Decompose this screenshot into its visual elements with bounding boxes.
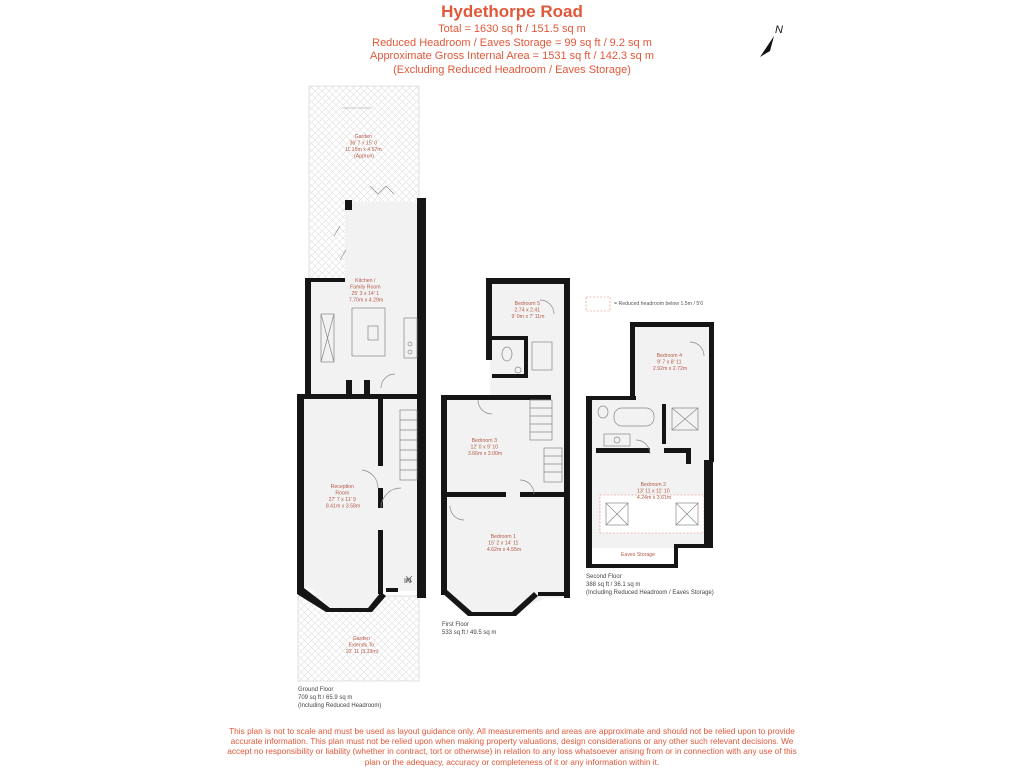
first-floor-plan [441,278,570,636]
reception-name: Reception [330,484,354,490]
bedroom4-imperial: 9' 7 x 8' 11 [657,359,682,366]
ground-floor-name: Ground Floor [298,687,334,693]
bedroom2-name: Bedroom 2 [640,482,666,488]
kitchen-name: Kitchen / [355,278,376,284]
second-floor-plan [586,297,714,596]
first-floor-area: 533 sq ft / 49.5 sq m [442,630,497,636]
bedroom4-label [653,353,687,372]
kitchen-imperial: 25' 3 x 14' 1 [351,291,380,297]
reception-label [326,484,360,510]
rear-garden-metric: 11.15m x 4.57m [344,147,382,153]
bedroom1-label [487,534,521,553]
compass-label: N [775,24,783,36]
bedroom5-label [511,301,544,320]
bedroom5-metric: 2.74 x 2.41 [514,307,541,314]
bedroom3-imperial: 12' 0 x 9' 10 [470,444,499,451]
bedroom3-metric: 3.66m x 3.00m [467,451,503,457]
bedroom2-imperial: 13' 11 x 11' 10 [636,488,670,495]
reduced-headroom-legend: = Reduced headroom below 1.5m / 5'0 [614,301,704,307]
entrance-label: IN [404,578,411,585]
bedroom1-name: Bedroom 1 [490,534,516,540]
bedroom1-imperial: 15' 2 x 14' 11 [488,540,519,547]
summary-gross-internal: Approximate Gross Internal Area = 1531 sq ft / 142.3 sq m [369,50,654,62]
ground-floor-plan [297,86,426,709]
bedroom4-metric: 2.92m x 2.72m [652,366,688,372]
summary-total: Total = 1630 sq ft / 151.5 sq m [438,23,586,35]
ground-floor-caption [298,687,381,709]
kitchen-extension-floor [345,202,420,282]
rear-garden-name: Garden [354,134,372,140]
bedroom5-imperial: 9' 0m x 7' 11m [511,314,545,320]
second-floor-name: Second Floor [586,574,622,580]
bedroom1-metric: 4.62m x 4.55m [486,547,522,553]
front-garden-size: 10' 11 (3.33m) [345,649,379,655]
bedroom2-metric: 4.24m x 3.61m [636,495,672,501]
first-floor-caption [442,622,496,636]
bedroom3-name: Bedroom 3 [471,438,497,444]
plan-title: Hydethorpe Road [441,2,583,21]
reception-name-2: Room [335,490,350,497]
disclaimer-text: This plan is not to scale and must be used as layout guidance only. All measurements and areas are approximate and should not be relied upon to provide accurate information. This plan must not be relied upon when making property valuations, design considerations or any other such relevant decisions. We accept no responsibility or liability (whether in contract, tort or otherwise) in relation to any loss whatsoever arising from or in connection with any use of this plan or the adequacy, accuracy or completeness of it or any information within it. [227,726,797,767]
bedroom5-name: Bedroom 5 [514,301,540,307]
second-floor-caption [586,574,714,596]
first-floor-name: First Floor [442,622,469,628]
bedroom4-name: Bedroom 4 [656,353,682,359]
kitchen-metric: 7.70m x 4.29m [348,297,384,304]
reduced-headroom-legend-swatch [586,297,610,311]
eaves-storage-label: Eaves Storage [620,552,656,558]
ground-floor-note: (Including Reduced Headroom) [298,703,382,709]
reception-metric: 8.41m x 3.58m [325,503,361,510]
second-floor-note: (Including Reduced Headroom / Eaves Storage) [586,590,714,596]
summary-excluding-note: (Excluding Reduced Headroom / Eaves Storage) [393,63,631,76]
rear-garden-imperial: 36' 7 x 15' 0 [349,140,378,147]
bedroom3-label [468,438,502,457]
front-garden-extends: Extends To [348,642,375,649]
summary-reduced-headroom: Reduced Headroom / Eaves Storage = 99 sq ft / 9.2 sq m [372,36,652,49]
ground-floor-area: 709 sq ft / 65.9 sq m [298,695,353,701]
front-garden-name: Garden [352,636,370,642]
second-floor-area: 388 sq ft / 36.1 sq m [586,582,641,588]
kitchen-name-2: Family Room [349,284,381,291]
compass-icon [760,24,783,57]
bedroom2-label [637,482,671,501]
rear-garden-approx: (Approx) [354,153,374,160]
reception-imperial: 27' 7 x 11' 9 [328,497,356,503]
